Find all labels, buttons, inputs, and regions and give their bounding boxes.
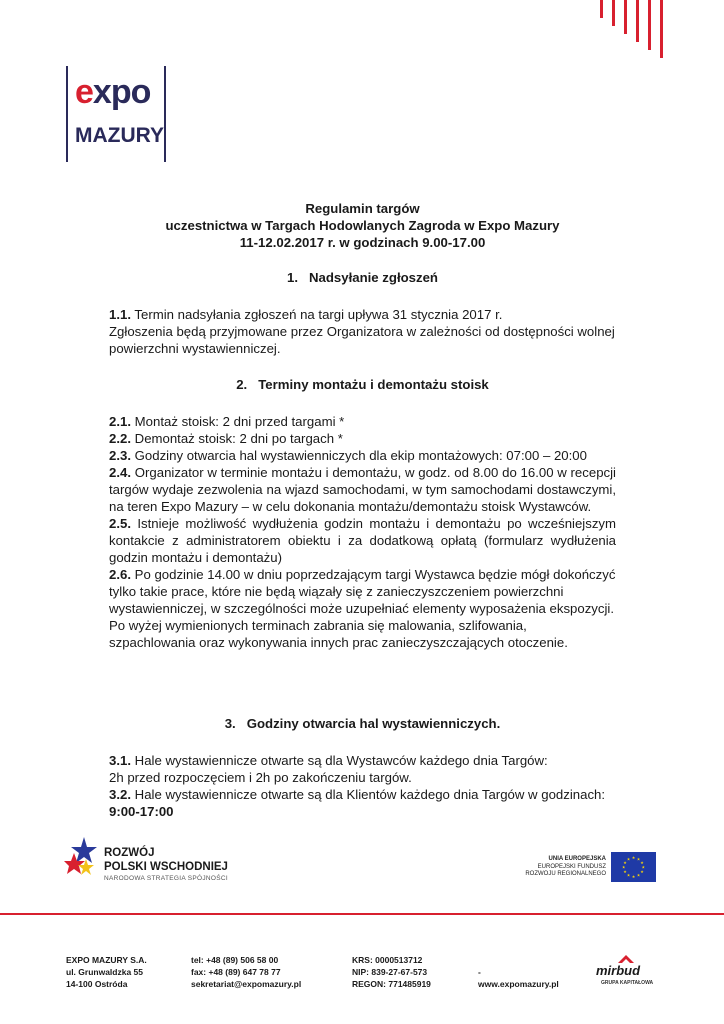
logo-mazury-text: MAZURY [75,124,165,147]
footer-divider [0,913,724,915]
svg-text:★: ★ [631,874,636,879]
paragraph-1-1: 1.1. Termin nadsyłania zgłoszeń na targi upływa 31 stycznia 2017 r. [109,307,503,322]
paragraph-1-1-cont: Zgłoszenia będą przyjmowane przez Organizatora w zależności od dostępności wolnej powierzchni wystawienniczej. [109,324,615,356]
rpw-subtitle: NARODOWA STRATEGIA SPÓJNOŚCI [104,875,228,882]
paragraph-2-6: 2.6. Po godzinie 14.00 w dniu poprzedzającym targi Wystawca będzie mógł dokończyć tylko takie prace, które nie będą wiązały się z zanieczyszczeniem powierzchni wystawienniczej, w szczególności może uzupełniać elementy wyposażenia ekspozycji. Po wyżej wymienionych terminach zabrania się malowania, szlifowania, szpachlowania oraz wykonywania innych prac zanieczyszczających otoczenie. [109,567,616,650]
section-2-heading: 2. Terminy montażu i demontażu stoisk [236,377,489,392]
section-1-heading: 1. Nadsyłanie zgłoszeń [287,270,438,285]
section-2-body [109,413,616,651]
logo-expo-text: expo [75,73,151,111]
footer-tel: tel: +48 (89) 506 58 00 [191,955,279,965]
rpw-logo-text: ROZWÓJ POLSKI WSCHODNIEJ [104,847,228,873]
svg-text:★: ★ [623,859,627,865]
section-3-heading: 3. Godziny otwarcia hal wystawienniczych. [224,716,501,731]
doc-title [109,200,616,251]
title-line-2: uczestnictwa w Targach Hodowlanych Zagroda w Expo Mazury [165,218,560,233]
svg-text:★: ★ [640,869,644,875]
section-1-body [109,306,616,357]
mirbud-logo-text: mirbud [596,963,641,978]
eu-fund-text: UNIA EUROPEJSKA EUROPEJSKI FUNDUSZ ROZWOJU REGIONALNEGO [525,856,606,877]
mirbud-subtitle: GRUPA KAPITAŁOWA [601,980,654,986]
footer-website-link[interactable]: www.expomazury.pl [478,979,559,989]
eu-flag-icon [611,852,656,882]
paragraph-3-1-cont: 2h przed rozpoczęciem i 2h po zakończeniu targów. [109,770,412,785]
paragraph-2-4: 2.4. Organizator w terminie montażu i demontażu, w godz. od 8.00 do 16.00 w recepcji targów wydaje zezwolenia na wjazd samochodami, w tym samochodami dostawczymi, na teren Expo Mazury – w celu dokonania montażu/demontażu stoisk Wystawców. [109,465,616,514]
paragraph-2-1: 2.1. Montaż stoisk: 2 dni przed targami * [109,414,345,429]
svg-text:★: ★ [636,872,641,878]
section-3-body [109,752,616,820]
paragraph-2-5: 2.5. Istnieje możliwość wydłużenia godzin montażu i demontażu po wcześniejszym kontakcie z administratorem obiektu i za dodatkową opłatą (formularz wydłużenia godzin montażu i demontażu) [109,516,616,565]
footer-address: EXPO MAZURY S.A. ul. Grunwaldzka 55 14-100 Ostróda [66,955,147,989]
expo-mazury-logo [66,66,166,162]
svg-text:★: ★ [626,872,631,878]
paragraph-2-3: 2.3. Godziny otwarcia hal wystawienniczych dla ekip montażowych: 07:00 – 20:00 [109,448,587,463]
svg-text:★: ★ [640,859,644,865]
footer-contact [191,954,301,990]
svg-text:★: ★ [636,856,641,862]
svg-text:★: ★ [626,856,631,862]
title-line-3: 11-12.02.2017 r. w godzinach 9.00-17.00 [239,235,486,250]
footer-email-link[interactable]: sekretariat@expomazury.pl [191,979,302,989]
paragraph-2-2: 2.2. Demontaż stoisk: 2 dni po targach * [109,431,343,446]
rpw-star-icon [64,835,100,883]
title-line-1: Regulamin targów [305,201,420,216]
footer-fax: fax: +48 (89) 647 78 77 [191,967,281,977]
svg-text:★: ★ [631,855,636,860]
footer-registry: KRS: 0000513712 NIP: 839-27-67-573 REGON: 771485919 [352,955,431,989]
svg-text:★: ★ [641,864,646,870]
footer-web: - www.expomazury.pl [478,967,559,989]
paragraph-3-2: 3.2. Hale wystawiennicze otwarte są dla Klientów każdego dnia Targów w godzinach: [109,787,606,802]
paragraph-3-2-hours: 9:00-17:00 [109,804,174,819]
svg-text:★: ★ [621,864,626,870]
svg-text:★: ★ [623,869,627,875]
paragraph-3-1: 3.1. Hale wystawiennicze otwarte są dla Wystawców każdego dnia Targów: [109,753,548,768]
